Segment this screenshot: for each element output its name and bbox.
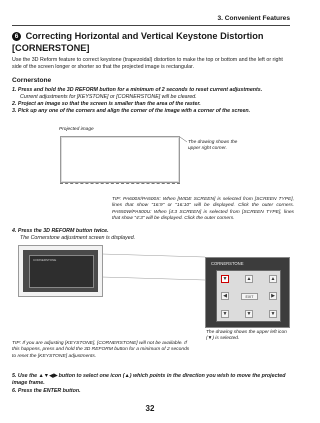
step-2-text: 2. Project an image so that the screen is smaller than the area of the raster.: [12, 101, 201, 107]
header-rule: [12, 25, 290, 26]
corner-upper-left-button[interactable]: ▼: [222, 276, 228, 282]
page-number: 32: [145, 404, 155, 413]
tip-keystone-reset: TIP: If you are adjusting [KEYSTONE], [CORNERSTONE] will not be available. If this happens, press and hold the 3D REFORM button for a minimum of 2 seconds to reset the [KEYSTONE] adjustments.: [12, 341, 190, 359]
cornerstone-menu-thumbnail: [29, 255, 94, 288]
corner-lower-right-button[interactable]: ▼: [270, 311, 276, 317]
exit-button[interactable]: EXIT: [241, 293, 258, 300]
monitor-illustration: [18, 245, 103, 297]
cornerstone-title: CORNERSTONE: [211, 261, 244, 266]
edge-left-button[interactable]: ◀: [221, 292, 229, 300]
step-6: [12, 388, 294, 395]
zoom-connector: [100, 252, 210, 282]
step-4: [12, 228, 294, 242]
cornerstone-grid: [216, 270, 281, 322]
step-6-text: 6. Press the ENTER button.: [12, 388, 81, 394]
monitor-screen: [23, 250, 98, 292]
intro-paragraph: Use the 3D Reform feature to correct keystone (trapezoidal) distortion to make the top or bottom and the left or right side of the screen longer or shorter so that the projected image is rectangular.: [12, 57, 283, 71]
figure2-caption: The drawing shows the upper left icon (▼) is selected.: [206, 330, 287, 341]
section-header: 3. Convenient Features: [217, 15, 290, 22]
step-1-note: Current adjustments for [KEYSTONE] or [CORNERSTONE] will be cleared.: [20, 94, 197, 100]
corner-upper-right-button[interactable]: ▲: [270, 276, 276, 282]
step-2: [12, 101, 294, 108]
page-title: [12, 31, 294, 54]
menu-thumbnail-title: CORNERSTONE: [33, 258, 57, 262]
edge-right-button[interactable]: ▶: [269, 292, 277, 300]
step-3-text: 3. Pick up any one of the corners and align the corner of the image with a corner of the screen.: [12, 108, 251, 114]
figure1-caption: The drawing shows the upper right corner.: [188, 140, 238, 151]
step-1-text: 1. Press and hold the 3D REFORM button for a minimum of 2 seconds to reset current adjustments.: [12, 87, 263, 93]
step-5: [12, 373, 294, 387]
title-text: Correcting Horizontal and Vertical Keystone Distortion [CORNERSTONE]: [12, 31, 264, 53]
step-5-text: 5. Use the ▲▼◀▶ button to select one icon (▲) which points in the direction you wish to move the projected image frame.: [12, 373, 286, 386]
step-4-text: 4. Press the 3D REFORM button twice.: [12, 228, 109, 234]
tip-wide-screen: TIP: PA600X/PA500X: When [WIDE SCREEN] is selected from [SCREEN TYPE], lines that show "16:9" or "16:10" will be displayed. Click the outer corners. PA550W/PA500U: When [4:3 SCREEN] is selected from [SCREEN TYPE], lines that show "4:3" will be displayed. Click the outer corners.: [112, 197, 294, 222]
step-4-note: The Cornerstone adjustment screen is displayed.: [20, 235, 136, 241]
edge-bottom-button[interactable]: ▼: [246, 311, 252, 317]
edge-top-button[interactable]: ▲: [246, 276, 252, 282]
step-1: [12, 87, 294, 101]
corner-lower-left-button[interactable]: ▼: [222, 311, 228, 317]
step-3: [12, 108, 294, 115]
cornerstone-adjustment-screen: [205, 257, 290, 328]
section-number-badge: 6: [12, 32, 21, 41]
subheading: Cornerstone: [12, 77, 52, 84]
projected-image-label: Projected image: [59, 127, 94, 132]
